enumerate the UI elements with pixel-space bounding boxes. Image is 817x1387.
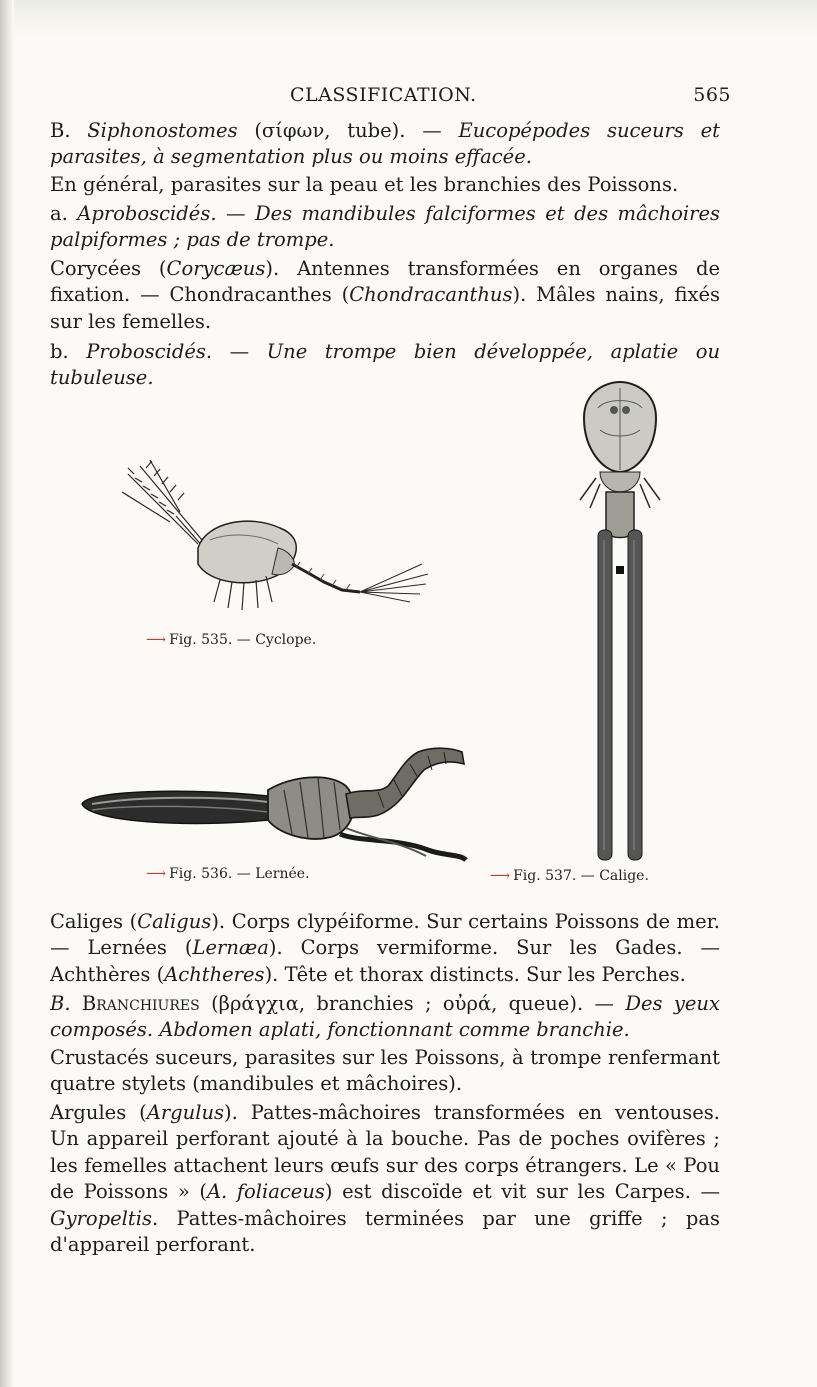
figure-calige-illustration: [570, 380, 670, 866]
paragraph-habitat: [50, 172, 720, 198]
text-run: ). Corps vermiforme. Sur les Gades. — Achthères (: [50, 936, 720, 986]
greek-etymology: (βράγχια, branchies ; οὐρά, queue). —: [211, 992, 614, 1015]
genus-name: Gyropeltis: [50, 1206, 152, 1230]
subsection-label: a.: [50, 202, 68, 225]
figure-lernee-illustration: [78, 730, 478, 870]
text-run: ). Mâles nains, fixés sur les femelles.: [50, 283, 720, 333]
pointer-arrow-icon: ⟶: [490, 868, 510, 884]
caption-text: Fig. 537. — Calige.: [513, 868, 649, 884]
genus-name: Corycæus: [166, 257, 266, 280]
text-run: ). Pattes-mâchoires transformées en ventouses. Un appareil perforant ajouté à la bouche. Pas de poches ovifères ; les femelles attachent leurs œufs sur des corps étrangers. Le « Pou de Poissons » (: [50, 1101, 720, 1204]
caption-text: Fig. 536. — Lernée.: [169, 866, 310, 882]
paragraph-text: En général, parasites sur la peau et les branchies des Poissons.: [50, 173, 679, 196]
paragraph-corycees: [50, 256, 720, 335]
section-term: Branchiures: [81, 992, 200, 1015]
dash: —: [229, 340, 250, 363]
subsection-definition: Des mandibules falciformes et des mâchoires palpiformes ; pas de trompe.: [50, 202, 720, 252]
section-label: B.: [50, 119, 71, 142]
paragraph-crustaces-suceurs: [50, 1045, 720, 1098]
running-title: CLASSIFICATION.: [290, 84, 477, 106]
genus-name: Caligus: [137, 910, 212, 933]
paragraph-caliges: [50, 909, 720, 988]
paragraph-argules: [50, 1100, 720, 1258]
genus-name: Argulus: [146, 1101, 225, 1124]
subsection-term: Aproboscidés.: [77, 202, 217, 225]
section-definition: Des yeux composés. Abdomen aplati, fonctionnant comme branchie.: [50, 992, 720, 1042]
greek-etymology: (σίφων,: [254, 119, 331, 142]
paragraph-text: Crustacés suceurs, parasites sur les Poissons, à trompe renfermant quatre stylets (mandibules et mâchoires).: [50, 1046, 720, 1096]
subsection-label: b.: [50, 340, 69, 363]
etymology-gloss: tube). —: [347, 119, 442, 142]
subsection-aproboscides: [50, 201, 720, 254]
text-run: ). Tête et thorax distincts. Sur les Perches.: [264, 962, 686, 986]
section-branchiures: [50, 991, 720, 1044]
caption-text: Fig. 535. — Cyclope.: [169, 632, 317, 648]
text-run: Caliges (: [50, 910, 138, 933]
page-number: 565: [693, 84, 731, 106]
section-term: Siphonostomes: [87, 119, 238, 142]
running-header: [290, 84, 731, 108]
dash: —: [225, 202, 246, 225]
figure-caption-536: [146, 866, 310, 882]
text-run: . Pattes-mâchoires terminées par une griffe ; pas d'appareil perforant.: [50, 1206, 720, 1257]
page-top-shadow: [0, 0, 817, 40]
text-run: Corycées (: [50, 257, 167, 280]
section-siphonostomes: [50, 118, 720, 171]
text-run: Argules (: [50, 1101, 147, 1124]
section-definition: Eucopépodes suceurs et parasites, à segmentation plus ou moins effacée.: [50, 119, 720, 169]
page-gutter-shadow: [0, 0, 14, 1387]
section-label: B.: [50, 992, 71, 1015]
figure-cyclope-illustration: [110, 452, 440, 622]
subsection-definition: Une trompe bien développée, aplatie ou tubuleuse.: [50, 340, 721, 390]
species-name: A. foliaceus: [206, 1180, 325, 1204]
genus-name: Achtheres: [164, 962, 265, 986]
figure-caption-537: [490, 868, 649, 884]
pointer-arrow-icon: ⟶: [146, 632, 166, 648]
genus-name: Lernæa: [192, 936, 269, 960]
text-run: ). Corps clypéiforme. Sur certains Poissons de mer. — Lernées (: [50, 910, 721, 960]
genus-name: Chondracanthus: [349, 283, 513, 307]
figure-caption-535: [146, 632, 316, 648]
text-run: ). Antennes transformées en organes de fixation. — Chondracanthes (: [50, 257, 720, 307]
text-run: ) est discoïde et vit sur les Carpes. —: [324, 1180, 720, 1204]
pointer-arrow-icon: ⟶: [146, 866, 166, 882]
subsection-term: Proboscidés.: [86, 340, 213, 363]
